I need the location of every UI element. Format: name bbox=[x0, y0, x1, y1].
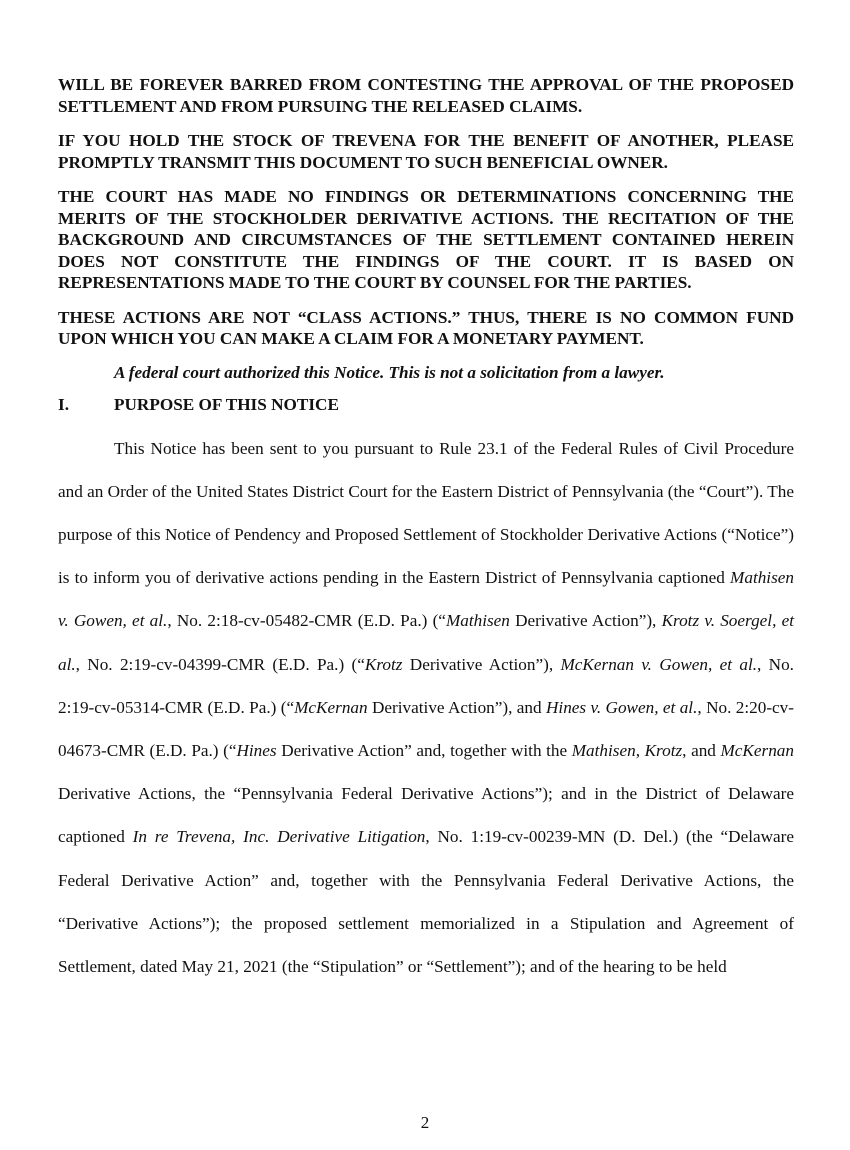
section-title: PURPOSE OF THIS NOTICE bbox=[114, 394, 339, 414]
body-text-span: Derivative Actions, the “Pennsylvania Federal Derivative Actions”); and in the District of Delaware captioned bbox=[58, 784, 794, 847]
case-short-name: Krotz bbox=[364, 654, 403, 674]
purpose-paragraph bbox=[58, 427, 794, 989]
authorization-statement: A federal court authorized this Notice. This is not a solicitation from a lawyer. bbox=[114, 362, 665, 382]
body-text-span: , and bbox=[682, 740, 721, 760]
document-page bbox=[58, 74, 794, 988]
body-text-span: , No. 2:20-cv-04673-CMR (E.D. Pa.) (“ bbox=[58, 697, 794, 760]
case-caption: Krotz v. Soergel, et al. bbox=[58, 611, 794, 674]
case-short-name: Hines bbox=[236, 740, 277, 760]
body-text-span: , No. 2:19-cv-05314-CMR (E.D. Pa.) (“ bbox=[58, 654, 794, 717]
section-heading bbox=[58, 394, 794, 415]
warning-not-class-actions: THESE ACTIONS ARE NOT “CLASS ACTIONS.” THUS, THERE IS NO COMMON FUND UPON WHICH YOU CAN MAKE A CLAIM FOR A MONETARY PAYMENT. bbox=[58, 307, 794, 348]
case-caption: In re Trevena, Inc. Derivative Litigation bbox=[132, 827, 426, 847]
warning-no-findings: THE COURT HAS MADE NO FINDINGS OR DETERMINATIONS CONCERNING THE MERITS OF THE STOCKHOLDER DERIVATIVE ACTIONS. THE RECITATION OF THE BACKGROUND AND CIRCUMSTANCES OF THE SETTLEMENT CONTAINED HEREIN DOES NOT CONSTITUTE THE FINDINGS OF THE COURT. IT IS BASED ON REPRESENTATIONS MADE TO THE COURT BY COUNSEL FOR THE PARTIES. bbox=[58, 187, 794, 292]
case-short-name: Krotz bbox=[644, 740, 683, 760]
page-number: 2 bbox=[420, 1113, 430, 1132]
case-caption: McKernan v. Gowen, et al. bbox=[560, 654, 758, 674]
case-short-name: Mathisen bbox=[445, 611, 510, 631]
body-text-span: Derivative Action” and, together with the bbox=[276, 740, 572, 760]
warning-barred-claims: WILL BE FOREVER BARRED FROM CONTESTING THE APPROVAL OF THE PROPOSED SETTLEMENT AND FROM PURSUING THE RELEASED CLAIMS. bbox=[58, 75, 794, 116]
body-text-span: Derivative Action”), and bbox=[367, 697, 547, 717]
body-text-span: Derivative Action”), bbox=[509, 611, 662, 631]
case-short-name: McKernan bbox=[720, 740, 794, 760]
body-text-span: Derivative Action”), bbox=[402, 654, 561, 674]
body-text-span: , bbox=[635, 740, 645, 760]
section-number: I. bbox=[58, 394, 69, 414]
case-caption: Hines v. Gowen, et al. bbox=[546, 697, 698, 717]
case-short-name: Mathisen bbox=[571, 740, 636, 760]
case-short-name: McKernan bbox=[294, 697, 368, 717]
body-text-span: , No. 1:19-cv-00239-MN (D. Del.) (the “Delaware Federal Derivative Action” and, together with the Pennsylvania Federal Derivative Actions, the “Derivative Actions”); the proposed settlement memorialized in a Stipulation and Agreement of Settlement, dated May 21, 2021 (the “Stipulation” or “Settlement”); and of the hearing to be held bbox=[58, 827, 795, 976]
body-text-span: , No. 2:18-cv-05482-CMR (E.D. Pa.) (“ bbox=[167, 611, 446, 631]
case-caption: Mathisen v. Gowen, et al. bbox=[58, 568, 794, 631]
body-text-span: , No. 2:19-cv-04399-CMR (E.D. Pa.) (“ bbox=[75, 654, 365, 674]
warning-beneficial-owner: IF YOU HOLD THE STOCK OF TREVENA FOR THE BENEFIT OF ANOTHER, PLEASE PROMPTLY TRANSMIT THIS DOCUMENT TO SUCH BENEFICIAL OWNER. bbox=[58, 131, 794, 172]
body-text-span: This Notice has been sent to you pursuant to Rule 23.1 of the Federal Rules of Civil Procedure and an Order of the United States District Court for the Eastern District of Pennsylvania (the “Court”). The purpose of this Notice of Pendency and Proposed Settlement of Stockholder Derivative Actions (“Notice”) is to inform you of derivative actions pending in the Eastern District of Pennsylvania captioned bbox=[58, 438, 794, 588]
